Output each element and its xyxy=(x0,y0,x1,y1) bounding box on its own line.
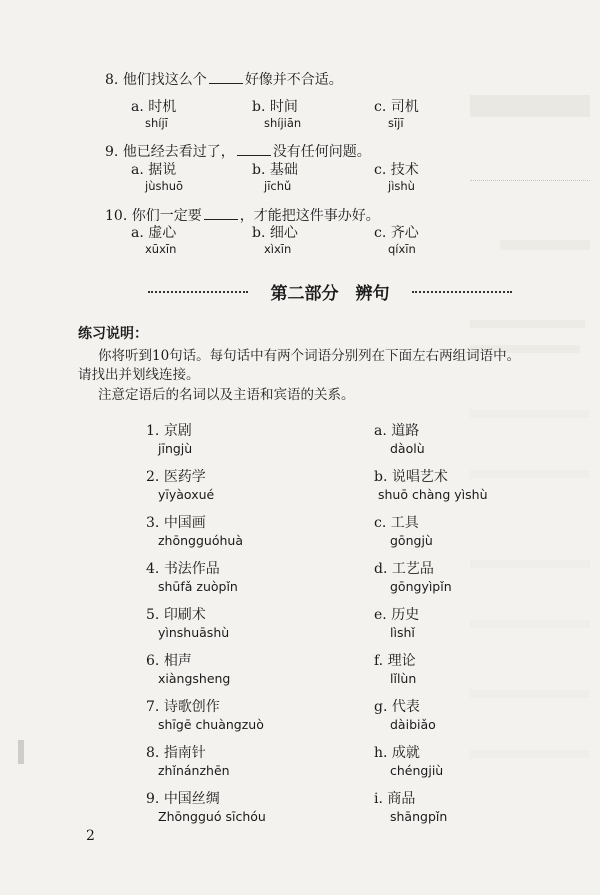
pinyin: gōngyìpǐn xyxy=(390,579,452,594)
question-number: 10. xyxy=(105,208,128,224)
question-before: 他已经去看过了， xyxy=(122,144,235,160)
option-c: c. 技术 xyxy=(374,162,419,178)
option-c: c. 司机 xyxy=(374,99,419,115)
divider-dots-right xyxy=(412,291,512,293)
option-a-pinyin: jùshuō xyxy=(145,179,184,193)
pinyin: Zhōngguó sīchóu xyxy=(158,809,266,824)
question-text xyxy=(105,69,343,89)
option-a: a. 据说 xyxy=(131,162,177,178)
pinyin: chéngjiù xyxy=(390,763,444,778)
option-a: a. 时机 xyxy=(131,99,177,115)
fill-blank xyxy=(209,71,243,84)
instructions-line-1: 你将听到10句话。每句话中有两个词语分别列在下面左右两组词语中。 xyxy=(98,348,521,364)
question-number: 9. xyxy=(105,144,119,160)
pinyin: lǐlùn xyxy=(390,671,417,686)
option-a-pinyin: shíjī xyxy=(145,116,168,130)
pinyin: shīgē chuàngzuò xyxy=(158,717,264,732)
pinyin: shāngpǐn xyxy=(390,809,448,824)
option-c-pinyin: qíxīn xyxy=(388,242,416,256)
instructions-heading: 练习说明： xyxy=(78,326,148,342)
pinyin: dàibiǎo xyxy=(390,717,436,732)
pinyin: yīyàoxué xyxy=(158,487,215,502)
pinyin: xiàngsheng xyxy=(158,671,231,686)
question-after: ，才能把这件事办好。 xyxy=(239,208,380,224)
pinyin: yìnshuāshù xyxy=(158,625,230,640)
pinyin: shuō chàng yìshù xyxy=(378,487,488,502)
option-b: b. 基础 xyxy=(252,162,298,178)
pinyin: lìshǐ xyxy=(390,625,415,640)
question-after: 没有任何问题。 xyxy=(272,144,371,160)
option-c: c. 齐心 xyxy=(374,225,419,241)
pinyin: zhōngguóhuà xyxy=(158,533,243,548)
option-a: a. 虚心 xyxy=(131,225,177,241)
question-before: 你们一定要 xyxy=(131,208,202,224)
fill-blank xyxy=(204,207,238,220)
question-number: 8. xyxy=(105,72,119,88)
option-c-pinyin: sījī xyxy=(388,116,404,130)
pinyin: gōngjù xyxy=(390,533,433,548)
pinyin: dàolù xyxy=(390,441,425,456)
pinyin: jīngjù xyxy=(158,441,193,456)
option-c-pinyin: jìshù xyxy=(388,179,415,193)
option-b: b. 时间 xyxy=(252,99,298,115)
question-before: 他们找这么个 xyxy=(122,72,207,88)
option-b-pinyin: jīchǔ xyxy=(264,179,292,193)
option-b-pinyin: xìxīn xyxy=(264,242,292,256)
option-b-pinyin: shíjiān xyxy=(264,116,302,130)
question-after: 好像并不合适。 xyxy=(244,72,343,88)
pinyin: shūfǎ zuòpǐn xyxy=(158,579,238,594)
pinyin: zhǐnánzhēn xyxy=(158,763,230,778)
instructions-line-3: 注意定语后的名词以及主语和宾语的关系。 xyxy=(98,387,355,403)
page-number: 2 xyxy=(86,828,95,844)
instructions-line-2: 请找出并划线连接。 xyxy=(78,367,200,383)
option-a-pinyin: xūxīn xyxy=(145,242,177,256)
option-b: b. 细心 xyxy=(252,225,298,241)
fill-blank xyxy=(237,143,271,156)
question-text xyxy=(105,141,371,161)
section-title: 第二部分 辨句 xyxy=(270,284,390,304)
